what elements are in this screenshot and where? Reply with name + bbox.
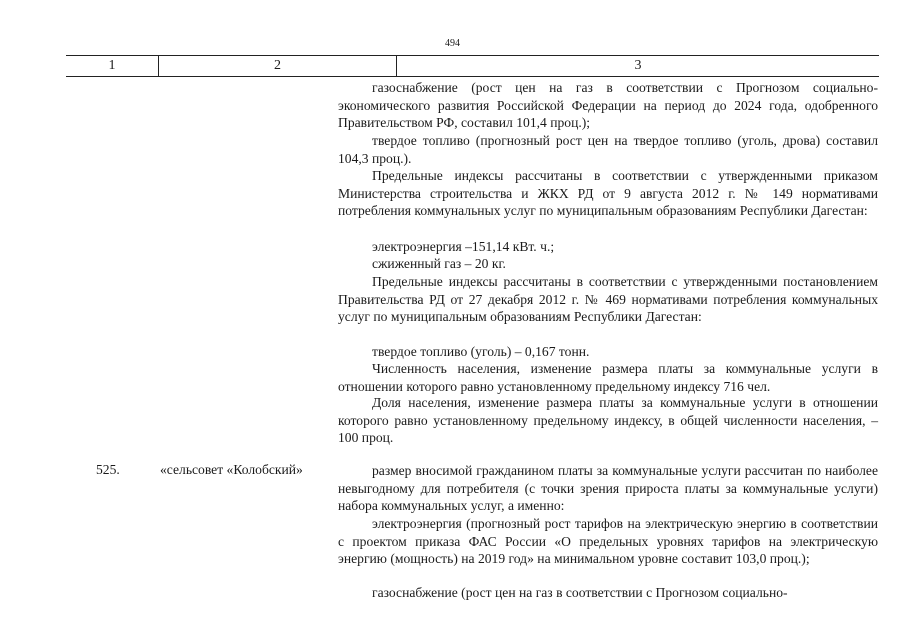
paragraph-lpg-norm: сжиженный газ – 20 кг.	[372, 256, 506, 271]
row-number: 525.	[96, 462, 120, 477]
paragraph-electricity-tariff: электроэнергия (прогнозный рост тарифов на электрическую энергию в соответствии с проектом приказа ФАС России «О предельных уровнях тарифов на электрическую энергию (мощность) на 2019 год» на минимальном уровне составит 103,0 проц.);	[338, 516, 878, 567]
header-col-1: 1	[108, 58, 116, 73]
paragraph-coal-norm: твердое топливо (уголь) – 0,167 тонн.	[372, 344, 590, 359]
header-col-3: 3	[634, 58, 642, 73]
table-header	[66, 55, 879, 77]
paragraph-population-share: Доля населения, изменение размера платы за коммунальные услуги в отношении которого равно установленному предельному индексу, в общей численности населения, – 100 проц.	[338, 395, 878, 446]
municipality-name: «сельсовет «Колобский»	[160, 462, 303, 477]
paragraph-payment-calc: размер вносимой гражданином платы за коммунальные услуги рассчитан по наиболее невыгодному для потребителя (с точки зрения прироста платы за коммунальные услуги) набора коммунальных услуг, а именно:	[338, 463, 878, 514]
header-col-2: 2	[274, 58, 281, 73]
paragraph-population-count: Численность населения, изменение размера платы за коммунальные услуги в отношении которого равно установленному предельному индексу 716 чел.	[338, 361, 878, 394]
paragraph-solid-fuel: твердое топливо (прогнозный рост цен на твердое топливо (уголь, дрова) составил 104,3 проц.).	[338, 133, 878, 166]
paragraph-electricity-norm: электроэнергия –151,14 кВт. ч.;	[372, 239, 555, 254]
paragraph-indices-order-149: Предельные индексы рассчитаны в соответствии с утвержденными приказом Министерства строительства и ЖКХ РД от 9 августа 2012 г. № 149 нормативами потребления коммунальных услуг по муниципальным образованиям Республики Дагестан:	[338, 168, 878, 219]
page-number: 494	[445, 38, 460, 49]
paragraph-gas-supply: газоснабжение (рост цен на газ в соответствии с Прогнозом социально-экономического развития Российской Федерации на период до 2024 года, одобренного Правительством РФ, составил 101,4 проц.);	[338, 80, 878, 131]
paragraph-indices-resolution-469: Предельные индексы рассчитаны в соответствии с утвержденными постановлением Правительства РД от 27 декабря 2012 г. № 469 нормативами потребления коммунальных услуг по муниципальным образованиям Республики Дагестан:	[338, 274, 878, 325]
paragraph-gas-supply-continued: газоснабжение (рост цен на газ в соответствии с Прогнозом социально-	[372, 585, 788, 600]
